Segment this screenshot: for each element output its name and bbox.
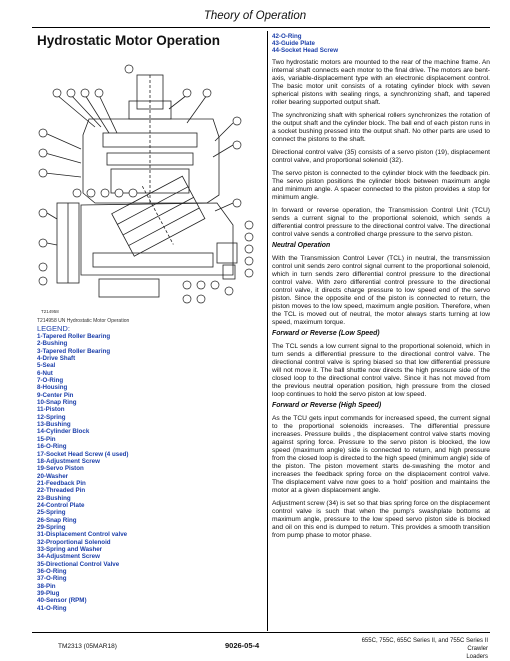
footer-model-info [340,637,488,661]
legend-item: 35-Directional Control Valve [37,560,120,568]
motor-cross-section-figure [37,53,263,317]
legend-item: 23-Bushing [37,494,71,502]
legend-item: 22-Threaded Pin [37,487,86,495]
legend-item: 6-Nut [37,369,53,377]
paragraph-forward-reverse: In forward or reverse operation, the Transmission Control Unit (TCU) sends a current signal to the proportional solenoid, which sends a differential control pressure to the directional control valve. The directional control valve sends a controlled charge pressure to the servo piston. [272,207,490,238]
legend-item: 15-Pin [37,435,56,443]
figure-id-label: T214958 [41,309,59,314]
legend-item: 36-O-Ring [37,568,67,575]
legend-item: 24-Control Plate [37,501,85,509]
legend-item: 44-Socket Head Screw [272,47,339,54]
paragraph-servo-piston: The servo piston is connected to the cylinder block with the feedback pin. The servo piston positions the cylinder block between maximum angle and minimum angle. A spacer connected to the piston provides a stop for minimum angle. [272,170,490,201]
heading-low-speed: Forward or Reverse (Low Speed) [272,330,380,337]
right-column [272,33,490,540]
legend-item: 40-Sensor (RPM) [37,597,87,605]
paragraph-directional-control-valve: Directional control valve (35) consists of a servo piston (19), displacement control valve, and proportional solenoid (32). [272,149,490,164]
page-header-title: Theory of Operation [203,10,307,22]
legend-item: 16-O-Ring [37,443,67,451]
legend-item: 19-Servo Piston [37,465,84,473]
legend-item: 8-Housing [37,384,68,392]
legend-item: 42-O-Ring [272,33,302,40]
legend-item: 11-Piston [37,406,65,414]
legend-item: 17-Socket Head Screw (4 used) [37,450,129,458]
legend-item: 26-Snap Ring [37,516,77,524]
legend-item: 12-Spring [37,413,66,421]
column-divider [267,31,268,631]
footer-page-number: 9026-05-4 [225,641,260,650]
legend-item: 2-Bushing [37,340,68,348]
paragraph-low-speed: The TCL sends a low current signal to the proportional solenoid, which in turn sends a differential pressure to the directional control valve. The directional control valve is spring biased so that low differential pressure will not move it. The ball shuttle now directs the high pressure side of the closed loop to the directional control valve. Since it has not moved from the previous neutral operation position, high pressure from the closed loop continues to hold the servo piston at low speed. [272,343,490,398]
legend-item: 31-Displacement Control valve [37,531,128,539]
legend-list [37,333,262,612]
legend-item: 3-Tapered Roller Bearing [37,347,111,355]
legend-item: 38-Pin [37,582,56,590]
paragraph-synchronizing-shaft: The synchronizing shaft with spherical rollers synchronizes the rotation of the output shaft and the cylinder block. The ball end of each piston runs in a socket bushing pressed into the output shaft. No other parts are used to connect the pistons to the shaft. [272,112,490,143]
legend-item: 21-Feedback Pin [37,479,86,487]
legend-item: 32-Proportional Solenoid [37,538,111,546]
legend-item: 34-Adjustment Screw [37,553,100,561]
legend-item: 7-O-Ring [37,377,64,385]
legend-item: 1-Tapered Roller Bearing [37,333,111,340]
legend-item: 25-Spring [37,509,66,517]
legend-item: 33-Spring and Washer [37,545,103,553]
legend-item: 41-O-Ring [37,604,67,612]
heading-high-speed: Forward or Reverse (High Speed) [272,402,382,409]
legend-item: 43-Guide Plate [272,40,315,47]
legend-item: 29-Spring [37,523,66,531]
figure-caption: T214958 UN Hydrostatic Motor Operation [37,318,130,324]
paragraph-neutral-operation: With the Transmission Control Lever (TCL) in neutral, the transmission control unit sends zero control signal current to the proportional solenoid, which in turn sends zero differential control pressure to the directional control valve. With zero differential control pressure to the directional control valve, it directs charge pressure to low speed end of the servo piston. Since the opposite end of the piston is connected to return, the piston moves to the low speed, maximum angle position. Therefore, when the TCL is moved out of neutral, the motor always starts turning at low speed, maximum torque. [272,255,490,326]
section-title: Hydrostatic Motor Operation [37,33,221,48]
legend-title: LEGEND: [37,324,70,333]
legend-item: 14-Cylinder Block [37,428,90,436]
paragraph-adjustment-screw: Adjustment screw (34) is set so that bias spring force on the displacement control valve is such that when the pump's swashplate bottoms at maximum angle, pressure to the low speed servo piston side is blocked and oil on this end is dumped to return. This provides a smooth transition from pump phase to motor phase. [272,500,490,539]
legend-item: 18-Adjustment Screw [37,457,100,465]
legend-item: 10-Snap Ring [37,399,77,407]
heading-neutral-operation: Neutral Operation [272,242,331,249]
footer-model-line-2: Loaders [466,654,488,660]
footer-rule [32,632,490,633]
paragraph-high-speed: As the TCU gets input commands for increased speed, the current signal to the proportional solenoids increases. The differential pressure increases. Pressure builds , the displacement control valve starts moving against spring force. Pressure to the servo piston is blocked, the low speed (maximum angle) side is connected to return, and high pressure from the closed loop is directed to the high speed (minimum angle) side of the piston. The piston movement starts de-swashing the motor and increases the feedback spring force on the displacement control valve. The displacement valve now goes to a 'hold' position and maintains the motor at a given displacement angle. [272,415,490,494]
legend-item: 20-Washer [37,472,69,480]
legend-item: 13-Bushing [37,421,71,429]
legend-item: 39-Plug [37,590,60,598]
legend-item: 4-Drive Shaft [37,355,76,363]
footer-model-line-1: 655C, 755C, 655C Series II, and 755C Series II Crawler [361,638,488,652]
header-rule [32,27,490,28]
legend-continuation [272,33,490,54]
paragraph-motors-overview: Two hydrostatic motors are mounted to the rear of the machine frame. An internal shaft connects each motor to the final drive. The motors are bent-axis, variable-displacement type with an electronic displacement control. The basic motor unit consists of a rotating cylinder block with seven spherical pistons with sealing rings, a synchronizing shaft, and tapered roller bearing supported output shaft. [272,59,490,106]
legend-item: 5-Seal [37,362,56,370]
legend-item: 9-Center Pin [37,391,74,399]
legend-item: 37-O-Ring [37,575,67,583]
footer-doc-id: TM2313 (05MAR18) [58,643,117,650]
